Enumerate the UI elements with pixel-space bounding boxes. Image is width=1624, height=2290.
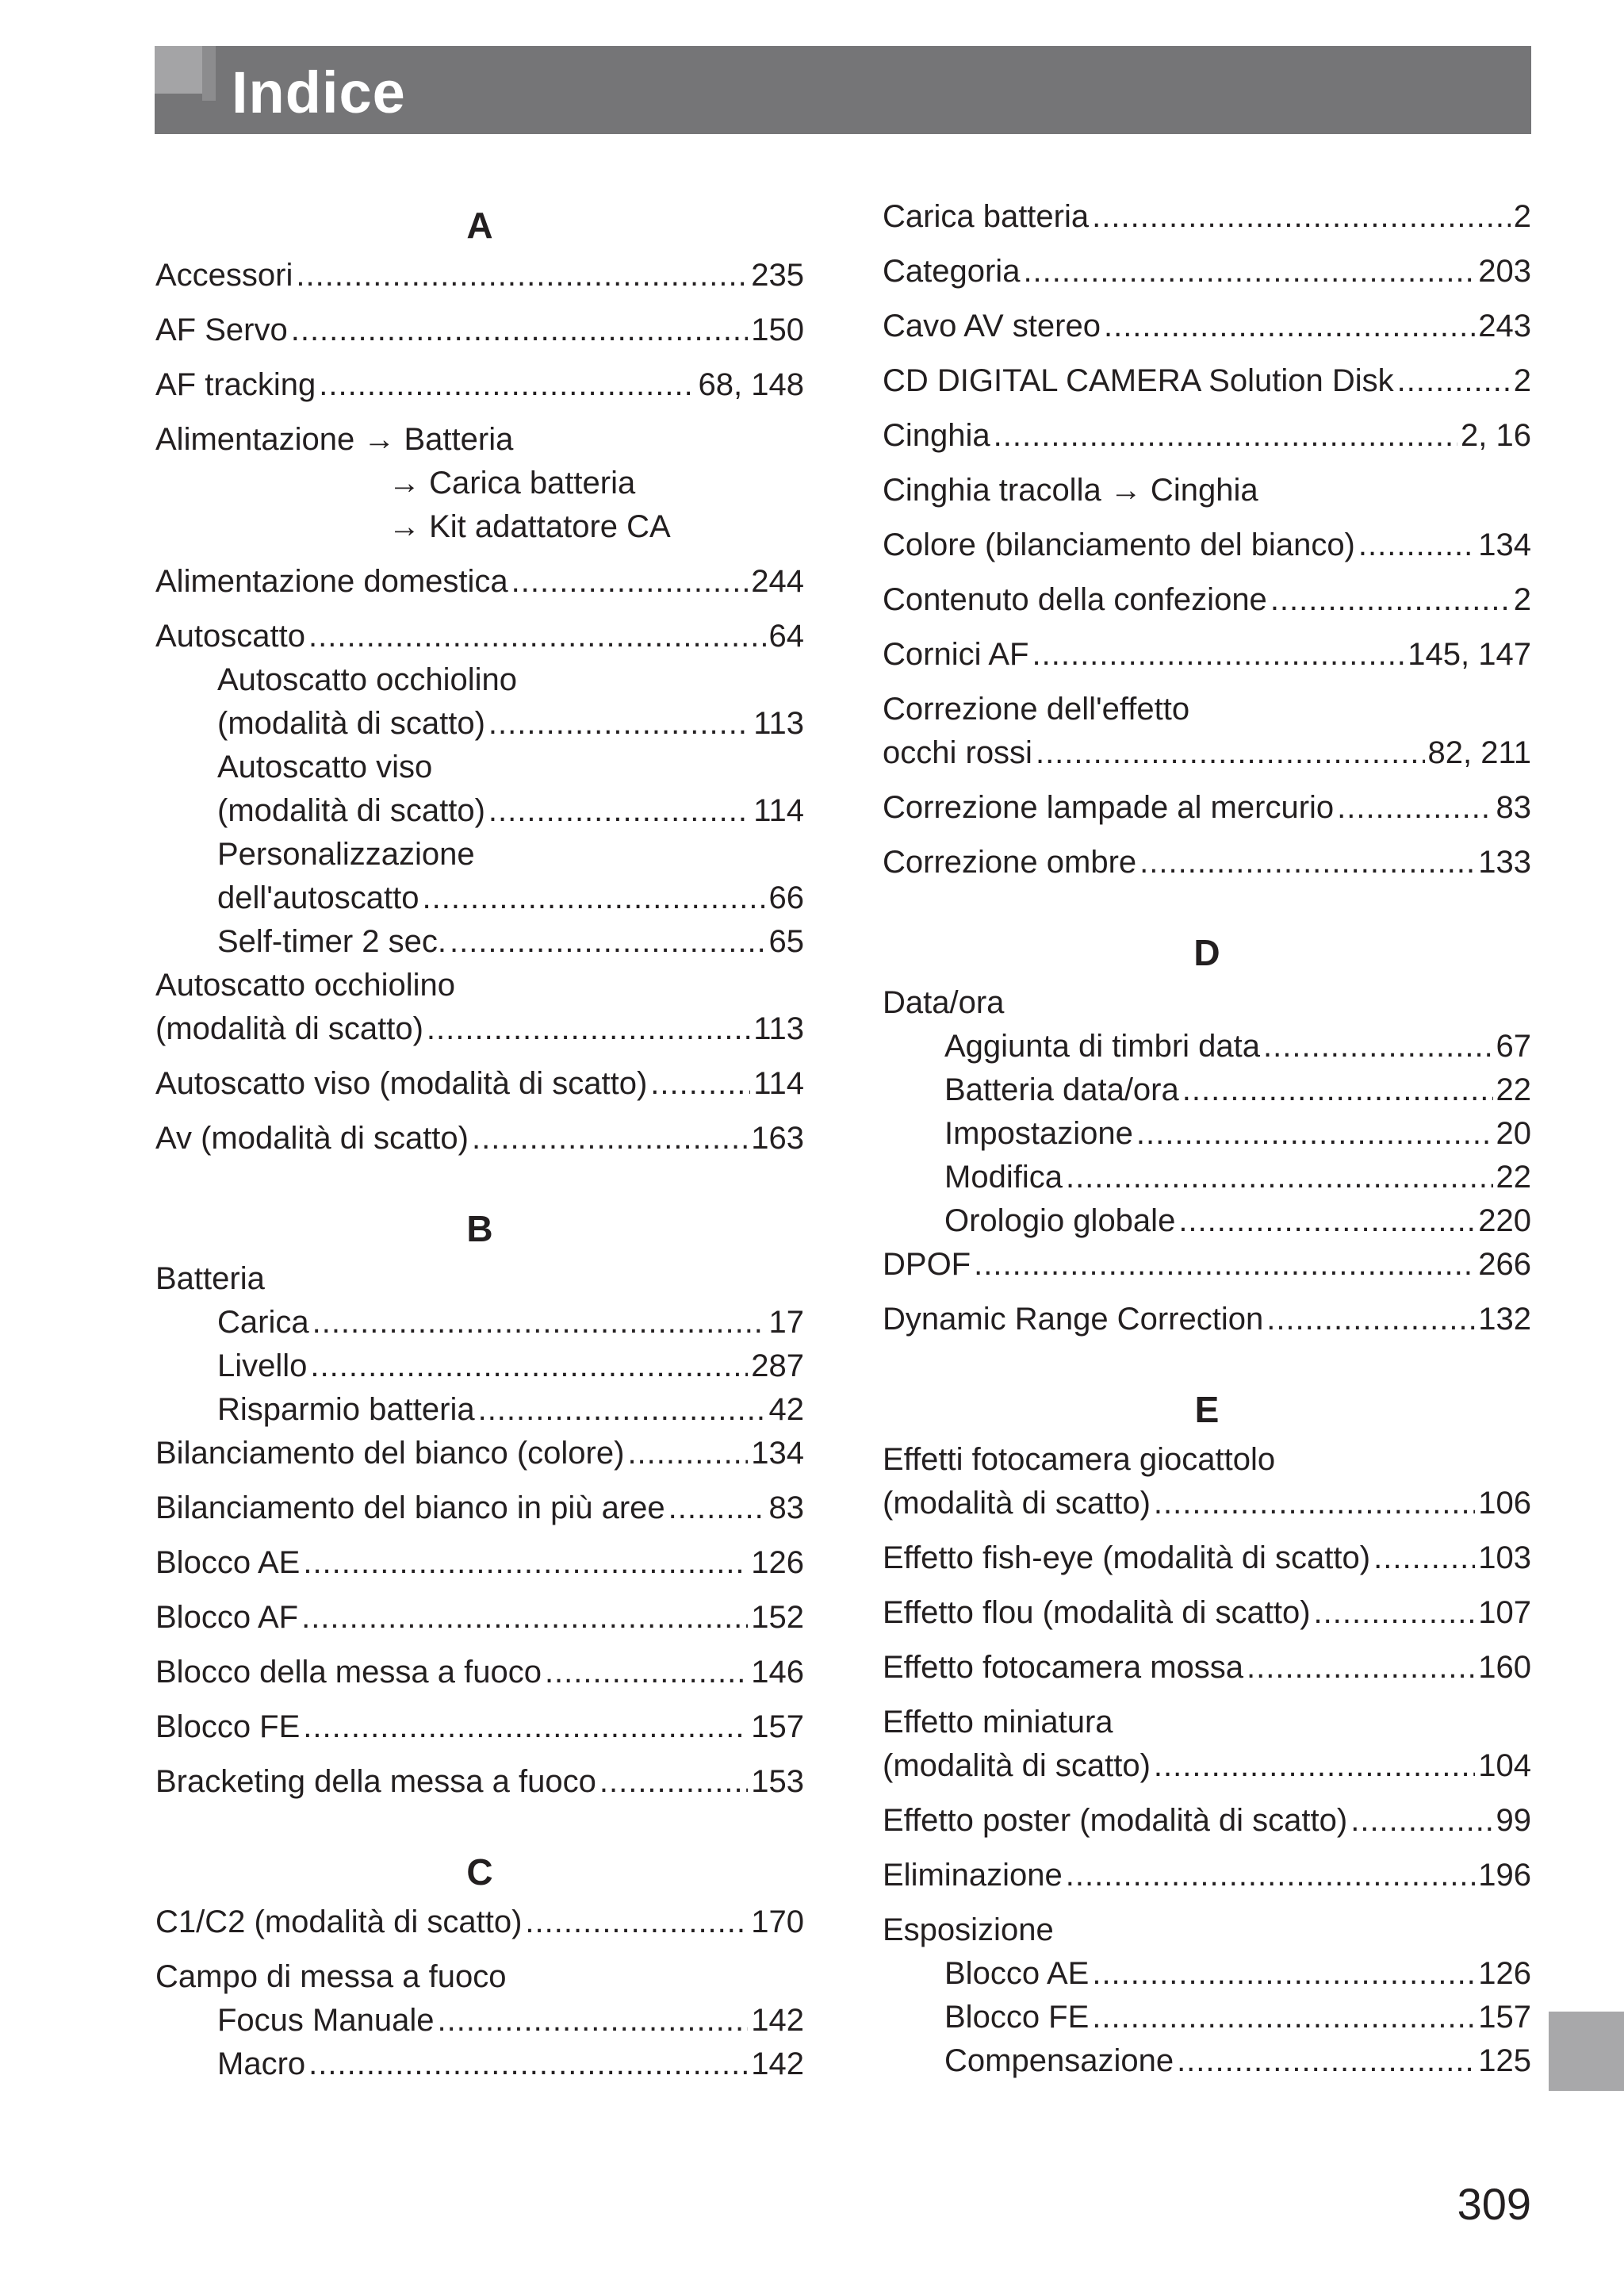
entry-page: 22 — [1496, 1160, 1531, 1195]
entry-term: Macro — [217, 2046, 306, 2081]
entry-page: 114 — [753, 793, 804, 828]
entry-term: Blocco FE — [944, 2000, 1090, 2035]
leader-dots — [472, 1117, 748, 1160]
leader-dots — [312, 1301, 766, 1344]
leader-dots — [437, 1999, 748, 2043]
entry-term: C1/C2 (modalità di scatto) — [155, 1904, 523, 1939]
entry-term: Blocco della messa a fuoco — [155, 1655, 542, 1690]
entry-page: 65 — [768, 924, 804, 959]
entry-term: Contenuto della confezione — [883, 582, 1267, 617]
leader-dots — [627, 1432, 748, 1475]
entry-page: 83 — [1496, 790, 1531, 825]
index-cross-reference: → Carica batteria — [389, 466, 636, 501]
index-entry-text: Alimentazione → Batteria — [155, 422, 514, 457]
entry-term: Modifica — [944, 1160, 1063, 1195]
entry-term: Colore (bilanciamento del bianco) — [883, 527, 1355, 562]
leader-dots — [310, 1344, 748, 1388]
index-subentry — [155, 876, 804, 920]
section-letter-b: B — [466, 1208, 493, 1249]
entry-term: Blocco FE — [155, 1709, 301, 1744]
leader-dots — [1358, 524, 1475, 567]
entry-page: 2 — [1513, 199, 1531, 234]
leader-dots — [319, 363, 695, 407]
entry-page: 99 — [1496, 1803, 1531, 1838]
leader-dots — [511, 560, 749, 604]
index-entry-text: Cinghia tracolla → Cinghia — [883, 473, 1258, 508]
entry-term: Bracketing della messa a fuoco — [155, 1764, 596, 1799]
index-entry — [155, 560, 804, 604]
leader-dots — [650, 1062, 750, 1106]
leader-dots — [296, 254, 748, 297]
entry-term: Blocco AE — [155, 1545, 301, 1580]
index-entry — [883, 305, 1531, 348]
entry-page: 2 — [1513, 582, 1531, 617]
index-entry — [883, 633, 1531, 677]
index-subentry — [883, 1156, 1531, 1199]
entry-term: Impostazione — [944, 1116, 1133, 1151]
entry-term: CD DIGITAL CAMERA Solution Disk — [883, 363, 1394, 398]
index-subentry — [883, 1112, 1531, 1156]
page-number: 309 — [1457, 2179, 1531, 2229]
entry-page: 126 — [1478, 1956, 1531, 1991]
entry-page: 113 — [753, 1011, 804, 1046]
index-subentry-text: Autoscatto occhiolino — [217, 662, 518, 697]
index-entry — [883, 1646, 1531, 1690]
index-entry-text: Batteria — [155, 1261, 265, 1296]
entry-term: Focus Manuale — [217, 2003, 435, 2038]
entry-page: 203 — [1478, 254, 1531, 289]
index-entry — [883, 1243, 1531, 1287]
index-subentry — [155, 1388, 804, 1432]
index-subentry — [883, 1025, 1531, 1068]
entry-page: 153 — [751, 1764, 804, 1799]
header-notch-decoration — [202, 46, 216, 101]
index-subentry — [155, 1301, 804, 1344]
entry-page: 125 — [1478, 2043, 1531, 2078]
page-title: Indice — [232, 59, 406, 125]
entry-term: Alimentazione domestica — [155, 564, 508, 599]
leader-dots — [1247, 1646, 1475, 1690]
entry-page: 66 — [768, 880, 804, 915]
entry-page: 196 — [1478, 1858, 1531, 1893]
section-letter-d: D — [1193, 932, 1220, 973]
index-cross-reference: → Kit adattatore CA — [389, 509, 671, 544]
entry-page: 244 — [751, 564, 804, 599]
entry-page: 2, 16 — [1461, 418, 1531, 453]
entry-page: 287 — [751, 1348, 804, 1383]
index-subentry — [883, 1068, 1531, 1112]
leader-dots — [1350, 1799, 1492, 1843]
leader-dots — [427, 1007, 750, 1051]
leader-dots — [1373, 1536, 1475, 1580]
entry-page: 266 — [1478, 1247, 1531, 1282]
entry-term: Self-timer 2 sec. — [217, 924, 446, 959]
entry-term: (modalità di scatto) — [155, 1011, 423, 1046]
index-subentry — [883, 1199, 1531, 1243]
leader-dots — [303, 1705, 748, 1749]
leader-dots — [994, 414, 1457, 458]
index-entry — [155, 1596, 804, 1640]
entry-term: Autoscatto viso (modalità di scatto) — [155, 1066, 648, 1101]
leader-dots — [422, 876, 765, 920]
leader-dots — [1266, 1298, 1475, 1341]
leader-dots — [1263, 1025, 1492, 1068]
index-entry — [883, 786, 1531, 830]
entry-term: Effetto fish-eye (modalità di scatto) — [883, 1540, 1371, 1575]
index-entry — [155, 1901, 804, 1944]
entry-page: 17 — [768, 1305, 804, 1340]
entry-page: 20 — [1496, 1116, 1531, 1151]
entry-page: 243 — [1478, 309, 1531, 343]
entry-page: 163 — [751, 1121, 804, 1156]
entry-term: Autoscatto — [155, 619, 306, 654]
section-letter-e: E — [1194, 1389, 1220, 1430]
entry-page: 150 — [751, 313, 804, 347]
entry-page: 114 — [753, 1066, 804, 1101]
index-entry — [155, 1007, 804, 1051]
index-entry — [883, 578, 1531, 622]
entry-page: 152 — [751, 1600, 804, 1635]
entry-term: Effetto flou (modalità di scatto) — [883, 1595, 1311, 1630]
index-entry — [883, 195, 1531, 239]
index-entry — [155, 1651, 804, 1694]
index-entry — [883, 250, 1531, 293]
entry-term: Blocco AE — [944, 1956, 1090, 1991]
entry-term: Compensazione — [944, 2043, 1174, 2078]
entry-page: 67 — [1496, 1029, 1531, 1064]
index-entry-text: Effetti fotocamera giocattolo — [883, 1442, 1276, 1477]
leader-dots — [1023, 250, 1475, 293]
leader-dots — [1139, 841, 1475, 884]
leader-dots — [1314, 1591, 1476, 1635]
entry-term: Av (modalità di scatto) — [155, 1121, 469, 1156]
index-entry-text: Correzione dell'effetto — [883, 692, 1190, 727]
leader-dots — [1154, 1744, 1475, 1788]
leader-dots — [525, 1901, 748, 1944]
entry-term: Carica batteria — [883, 199, 1090, 234]
entry-page: 142 — [751, 2046, 804, 2081]
entry-term: DPOF — [883, 1247, 971, 1282]
entry-page: 64 — [768, 619, 804, 654]
section-letter-c: C — [466, 1851, 493, 1893]
leader-dots — [1036, 731, 1425, 775]
leader-dots — [599, 1760, 748, 1804]
entry-page: 160 — [1478, 1650, 1531, 1685]
entry-term: Effetto poster (modalità di scatto) — [883, 1803, 1348, 1838]
entry-page: 220 — [1478, 1203, 1531, 1238]
leader-dots — [1154, 1482, 1475, 1525]
leader-dots — [308, 2043, 748, 2086]
index-entry-text: Effetto miniatura — [883, 1705, 1113, 1740]
entry-term: Correzione lampade al mercurio — [883, 790, 1335, 825]
entry-page: 145, 147 — [1408, 637, 1531, 672]
index-entry — [155, 615, 804, 658]
entry-term: Blocco AF — [155, 1600, 299, 1635]
entry-page: 42 — [768, 1392, 804, 1427]
leader-dots — [668, 1486, 766, 1530]
index-entry — [155, 1486, 804, 1530]
entry-term: Effetto fotocamera mossa — [883, 1650, 1244, 1685]
index-subentry-text: Autoscatto viso — [217, 750, 433, 784]
header-square-decoration — [155, 46, 202, 94]
entry-page: 107 — [1478, 1595, 1531, 1630]
index-entry — [155, 1760, 804, 1804]
entry-term: Aggiunta di timbri data — [944, 1029, 1261, 1064]
index-entry — [155, 1705, 804, 1749]
leader-dots — [1066, 1854, 1475, 1897]
leader-dots — [1337, 786, 1492, 830]
entry-page: 83 — [768, 1490, 804, 1525]
index-entry — [155, 1117, 804, 1160]
index-entry — [883, 524, 1531, 567]
index-entry — [155, 1432, 804, 1475]
index-entry — [883, 731, 1531, 775]
index-entry-text: Autoscatto occhiolino — [155, 968, 456, 1003]
entry-page: 142 — [751, 2003, 804, 2038]
leader-dots — [1178, 1199, 1475, 1243]
index-subentry — [155, 789, 804, 833]
entry-term: Carica — [217, 1305, 309, 1340]
entry-term: Accessori — [155, 258, 293, 293]
entry-term: Correzione ombre — [883, 845, 1137, 880]
leader-dots — [1136, 1112, 1493, 1156]
index-subentry — [155, 1999, 804, 2043]
index-subentry — [155, 2043, 804, 2086]
entry-page: 132 — [1478, 1302, 1531, 1337]
index-subentry — [155, 920, 804, 964]
index-entry — [883, 1591, 1531, 1635]
entry-term: Cinghia — [883, 418, 990, 453]
index-entry — [155, 309, 804, 352]
index-entry — [155, 1062, 804, 1106]
index-subentry — [883, 1996, 1531, 2039]
entry-page: 2 — [1513, 363, 1531, 398]
index-entry — [155, 1541, 804, 1585]
entry-term: AF Servo — [155, 313, 288, 347]
entry-term: Risparmio batteria — [217, 1392, 475, 1427]
entry-page: 235 — [751, 258, 804, 293]
entry-page: 146 — [751, 1655, 804, 1690]
index-entry-text: Esposizione — [883, 1912, 1054, 1947]
entry-term: (modalità di scatto) — [883, 1748, 1151, 1783]
leader-dots — [974, 1243, 1475, 1287]
index-column-left — [155, 197, 804, 2086]
entry-term: Batteria data/ora — [944, 1072, 1179, 1107]
entry-page: 113 — [753, 706, 804, 741]
leader-dots — [291, 309, 749, 352]
entry-page: 82, 211 — [1427, 735, 1531, 770]
entry-term: (modalità di scatto) — [217, 793, 485, 828]
leader-dots — [1182, 1068, 1493, 1112]
entry-term: Dynamic Range Correction — [883, 1302, 1264, 1337]
leader-dots — [1177, 2039, 1475, 2083]
entry-term: Eliminazione — [883, 1858, 1063, 1893]
index-entry — [883, 1482, 1531, 1525]
entry-page: 106 — [1478, 1486, 1531, 1521]
leader-dots — [1270, 578, 1511, 622]
entry-term: Cornici AF — [883, 637, 1029, 672]
entry-page: 170 — [751, 1904, 804, 1939]
entry-term: AF tracking — [155, 367, 316, 402]
leader-dots — [1397, 359, 1511, 403]
entry-term: occhi rossi — [883, 735, 1032, 770]
index-column-right — [883, 195, 1531, 2083]
entry-page: 134 — [751, 1436, 804, 1471]
index-entry — [155, 363, 804, 407]
entry-page: 22 — [1496, 1072, 1531, 1107]
index-entry — [883, 359, 1531, 403]
index-subentry — [883, 1952, 1531, 1996]
entry-page: 134 — [1478, 527, 1531, 562]
entry-term: Bilanciamento del bianco in più aree — [155, 1490, 665, 1525]
leader-dots — [1092, 1996, 1475, 2039]
entry-page: 104 — [1478, 1748, 1531, 1783]
entry-page: 133 — [1478, 845, 1531, 880]
leader-dots — [478, 1388, 766, 1432]
entry-page: 157 — [1478, 2000, 1531, 2035]
index-entry — [883, 414, 1531, 458]
index-entry — [883, 841, 1531, 884]
entry-term: dell'autoscatto — [217, 880, 419, 915]
entry-page: 157 — [751, 1709, 804, 1744]
index-entry — [155, 254, 804, 297]
entry-term: Orologio globale — [944, 1203, 1176, 1238]
entry-term: Livello — [217, 1348, 308, 1383]
index-entry-text: Data/ora — [883, 985, 1005, 1020]
index-entry — [883, 1799, 1531, 1843]
leader-dots — [1066, 1156, 1493, 1199]
leader-dots — [1092, 195, 1511, 239]
entry-term: (modalità di scatto) — [217, 706, 485, 741]
leader-dots — [545, 1651, 748, 1694]
section-letter-a: A — [466, 205, 493, 246]
leader-dots — [450, 920, 766, 964]
entry-page: 126 — [751, 1545, 804, 1580]
index-subentry-text: Personalizzazione — [217, 837, 475, 872]
index-subentry — [155, 1344, 804, 1388]
index-entry — [883, 1744, 1531, 1788]
leader-dots — [1104, 305, 1475, 348]
entry-term: Bilanciamento del bianco (colore) — [155, 1436, 625, 1471]
entry-term: Cavo AV stereo — [883, 309, 1101, 343]
index-entry — [883, 1854, 1531, 1897]
leader-dots — [488, 789, 750, 833]
leader-dots — [303, 1541, 748, 1585]
leader-dots — [488, 702, 750, 746]
leader-dots — [301, 1596, 748, 1640]
entry-term: (modalità di scatto) — [883, 1486, 1151, 1521]
chapter-tab — [1549, 2012, 1624, 2091]
index-entry — [883, 1536, 1531, 1580]
leader-dots — [308, 615, 765, 658]
leader-dots — [1092, 1952, 1475, 1996]
index-subentry — [883, 2039, 1531, 2083]
entry-page: 103 — [1478, 1540, 1531, 1575]
leader-dots — [1032, 633, 1405, 677]
entry-page: 68, 148 — [698, 367, 804, 402]
entry-term: Categoria — [883, 254, 1021, 289]
index-subentry — [155, 702, 804, 746]
index-entry — [883, 1298, 1531, 1341]
index-entry-text: Campo di messa a fuoco — [155, 1959, 507, 1994]
